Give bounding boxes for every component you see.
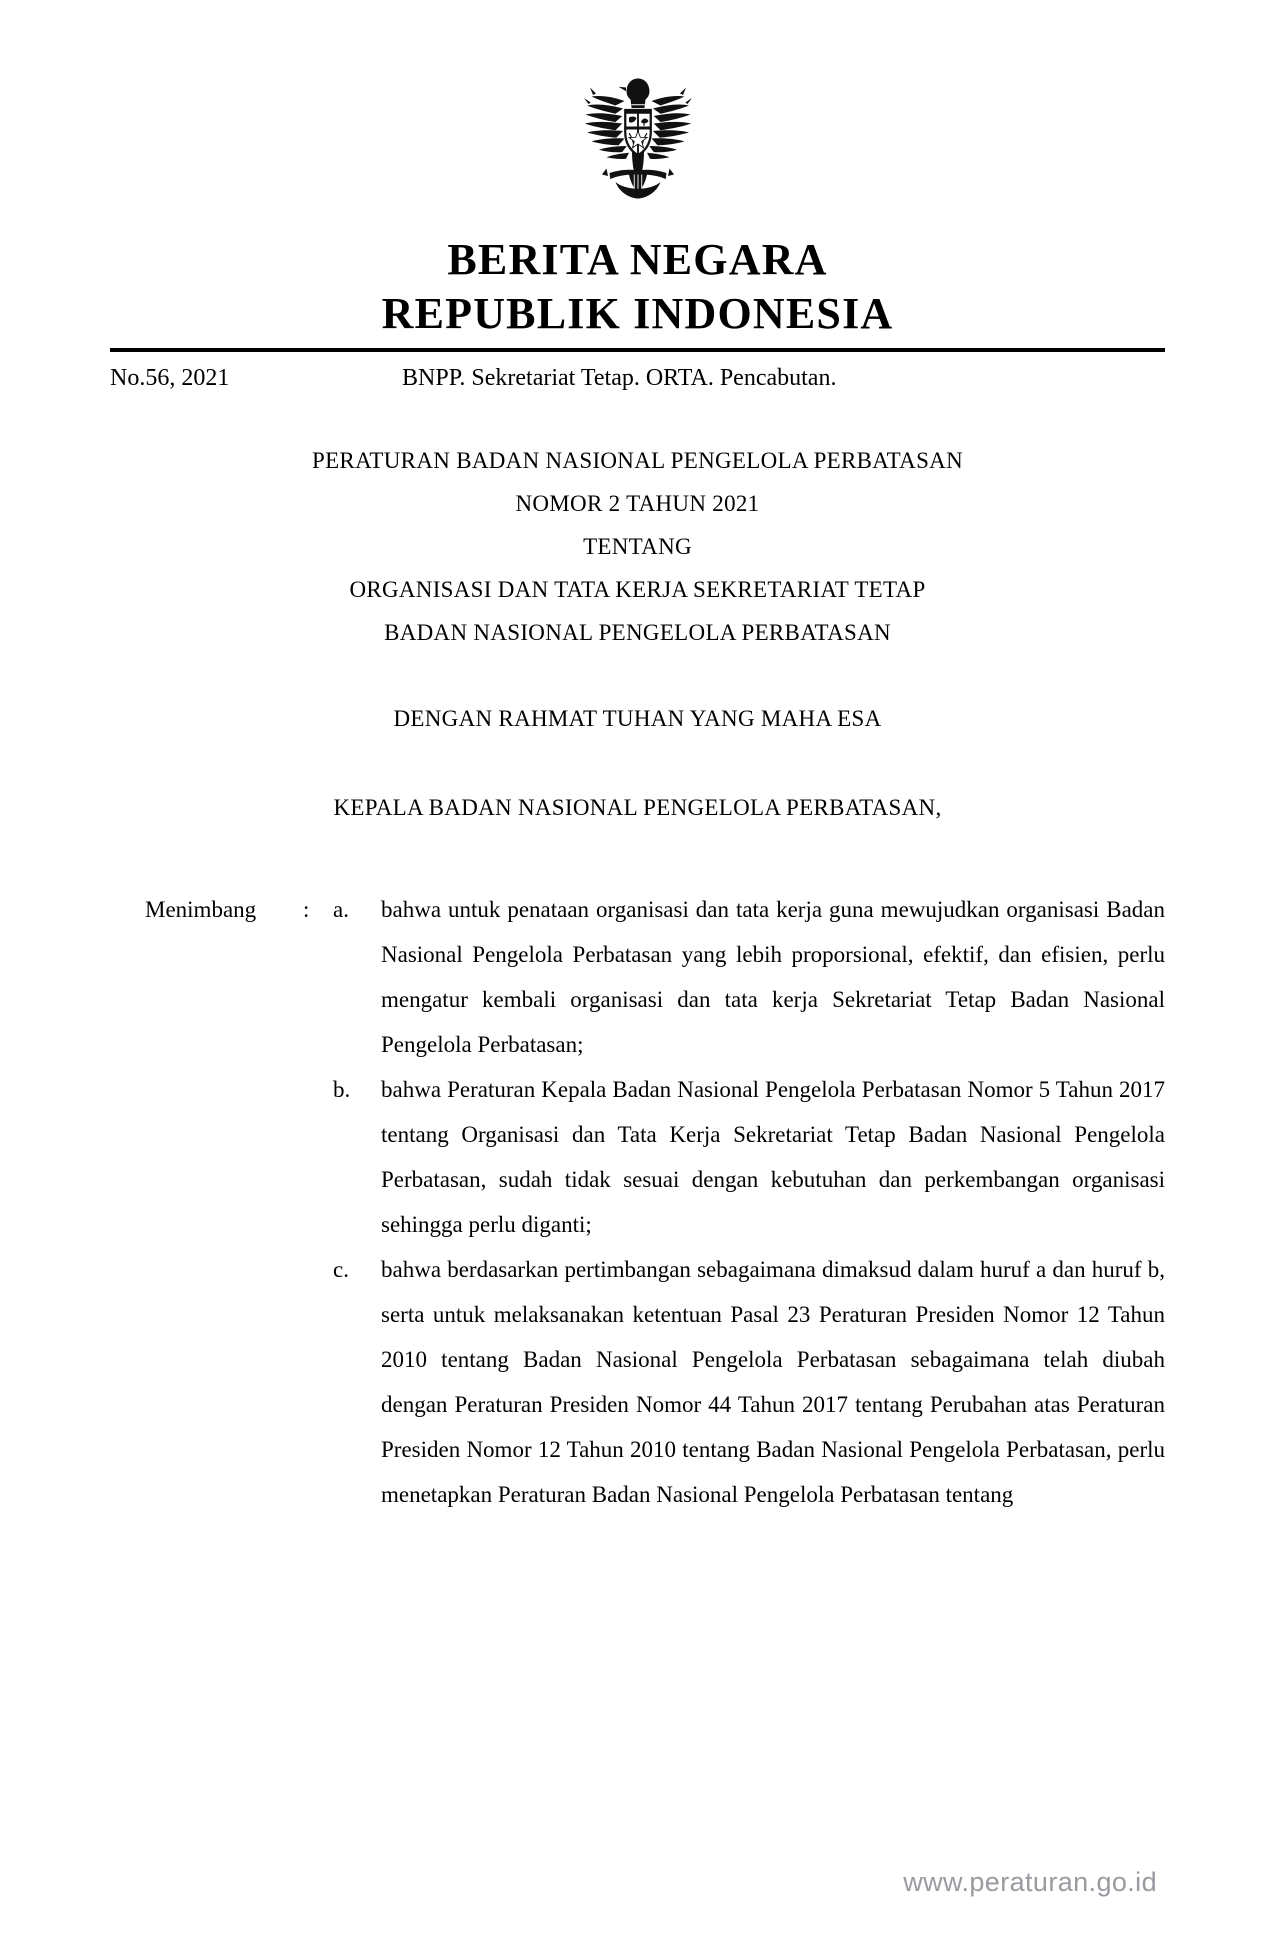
considering-letter-b: b. xyxy=(333,1077,351,1102)
considering-item-c xyxy=(145,1247,1165,1517)
considering-text-b: bahwa Peraturan Kepala Badan Nasional Pengelola Perbatasan Nomor 5 Tahun 2017 tentang Organisasi dan Tata Kerja Sekretariat Tetap Badan Nasional Pengelola Perbatasan, sudah tidak sesuai dengan kebutuhan dan perkembangan organisasi sehingga perlu diganti; xyxy=(381,1077,1165,1237)
title-line-7: KEPALA BADAN NASIONAL PENGELOLA PERBATASAN, xyxy=(333,795,942,820)
masthead-divider xyxy=(110,348,1165,352)
considering-section xyxy=(0,887,1275,1517)
regulation-title-block xyxy=(0,439,1275,829)
considering-text-c: bahwa berdasarkan pertimbangan sebagaimana dimaksud dalam huruf a dan huruf b, serta untuk melaksanakan ketentuan Pasal 23 Peraturan Presiden Nomor 12 Tahun 2010 tentang Badan Nasional Pengelola Perbatasan sebagaimana telah diubah dengan Peraturan Presiden Nomor 44 Tahun 2017 tentang Perubahan atas Peraturan Presiden Nomor 12 Tahun 2010 tentang Badan Nasional Pengelola Perbatasan, perlu menetapkan Peraturan Badan Nasional Pengelola Perbatasan tentang xyxy=(381,1257,1165,1507)
masthead-line-2: REPUBLIK INDONESIA xyxy=(381,289,894,338)
emblem-container xyxy=(0,0,1275,212)
title-line-2: NOMOR 2 TAHUN 2021 xyxy=(515,491,760,516)
considering-item-b xyxy=(145,1067,1165,1247)
gazette-number: No.56, 2021 xyxy=(110,365,230,391)
masthead-line-1: BERITA NEGARA xyxy=(447,235,828,284)
garuda-pancasila-emblem xyxy=(563,62,713,212)
title-line-5: BADAN NASIONAL PENGELOLA PERBATASAN xyxy=(384,620,891,645)
gazette-subject: BNPP. Sekretariat Tetap. ORTA. Pencabutan. xyxy=(402,365,837,391)
title-line-4: ORGANISASI DAN TATA KERJA SEKRETARIAT TETAP xyxy=(349,577,926,602)
title-line-3: TENTANG xyxy=(583,534,692,559)
considering-letter-c: c. xyxy=(333,1257,349,1282)
considering-text-a: bahwa untuk penataan organisasi dan tata kerja guna mewujudkan organisasi Badan Nasional Pengelola Perbatasan yang lebih proporsional, efektif, dan efisien, perlu mengatur kembali organisasi dan tata kerja Sekretariat Tetap Badan Nasional Pengelola Perbatasan; xyxy=(381,897,1165,1057)
considering-colon: : xyxy=(303,897,310,922)
gazette-line xyxy=(110,361,1165,395)
title-line-1: PERATURAN BADAN NASIONAL PENGELOLA PERBATASAN xyxy=(311,448,963,473)
masthead xyxy=(0,234,1275,340)
footer-watermark: www.peraturan.go.id xyxy=(903,1867,1157,1897)
considering-letter-a: a. xyxy=(333,897,349,922)
considering-label: Menimbang xyxy=(145,897,257,922)
considering-item-a xyxy=(145,887,1165,1067)
title-line-6: DENGAN RAHMAT TUHAN YANG MAHA ESA xyxy=(393,706,882,731)
